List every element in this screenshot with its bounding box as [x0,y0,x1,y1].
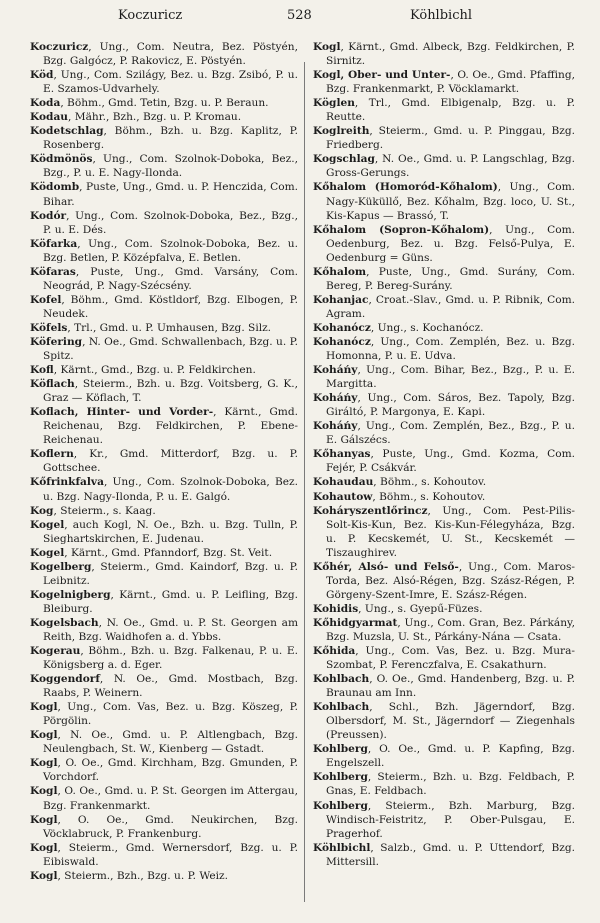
entry-text: , Ung., s. Kochanócz. [370,321,484,334]
column-divider [304,62,305,902]
entry-name: Köfering [30,335,83,348]
entry-name: Koháńy [313,392,358,405]
entry-name: Kogel [30,518,65,531]
gazetteer-entry [30,209,298,237]
entry-name: Kőfrinkfalva [30,476,104,489]
entry-text: , O. Oe., Gmd. Pfaffing, Bzg. Frankenmarkt, P. Vöcklamarkt. [326,69,575,96]
entry-text: , N. Oe., Gmd. Schwallenbach, Bzg. u. P. Spitz. [43,335,298,363]
entry-text: , Steierm., Bzh. u. Bzg. Voitsberg, G. K., Graz — Köflach, T. [43,378,298,405]
gazetteer-entry [313,40,575,68]
entry-text: , Ung., Com. Zemplén, Bez., Bzg., P. u. E. Gálszécs. [326,420,575,447]
gazetteer-entry [313,265,575,293]
gazetteer-entry [30,475,298,503]
entry-text: , Puste, Ung., Gmd. Varsány, Com. Neográd, P. Nagy-Szécsény. [43,265,298,292]
entry-text: , Ung., Com. Szilágy, Bez. u. Bzg. Zsibó, P. u. E. Szamos-Udvarhely. [43,69,298,96]
gazetteer-entry [30,672,298,700]
entry-text: , N. Oe., Gmd. Mostbach, Bzg. Raabs, P. Weinern. [43,673,298,700]
gazetteer-entry [30,813,298,841]
page-number: 528 [287,8,312,23]
entry-name: Kogl [30,785,58,798]
entry-text: , Steierm., Gmd. Wernersdorf, Bzg. u. P. Eibiswald. [43,841,298,868]
gazetteer-entry [313,391,575,419]
gazetteer-entry [313,616,575,644]
entry-text: , Steierm., Bzh. u. Bzg. Feldbach, P. Gnas, E. Feldbach. [326,771,575,798]
entry-text: , Ung., Com. Sáros, Bez. Tapoly, Bzg. Giráltó, P. Margonya, E. Kapi. [326,392,575,419]
entry-text: , Salzb., Gmd. u. P. Uttendorf, Bzg. Mittersill. [326,841,575,868]
gazetteer-entry [313,644,575,672]
entry-name: Ködomb [30,181,80,194]
entry-name: Koflern [30,448,74,461]
gazetteer-entry [313,335,575,363]
entry-text: , Trl., Gmd. Elbigenalp, Bzg. u. P. Reutte. [326,97,575,124]
entry-name: Kohautow [313,490,373,503]
entry-text: , Kärnt., Gmd. Pfanndorf, Bzg. St. Veit. [64,546,273,559]
entry-text: , Ung., Com. Vas, Bez. u. Bzg. Mura-Szombat, P. Ferenczfalva, E. Csakathurn. [326,645,575,672]
header-left-keyword: Koczuricz [118,8,183,23]
entry-name: Kogschlag [313,153,375,166]
gazetteer-entry [313,68,575,96]
entry-text: , Steierm., Bzh., Bzg. u. P. Weiz. [57,869,228,882]
entry-name: Kogl [30,869,58,882]
entry-name: Kogl [30,841,58,854]
entry-text: , Trl., Gmd. u. P. Umhausen, Bzg. Silz. [67,321,272,334]
right-column [313,40,575,869]
entry-name: Kogl [30,701,58,714]
entry-name: Kogl [30,729,58,742]
entry-text: , Mähr., Bzh., Bzg. u. P. Kromau. [68,111,242,124]
entry-text: , Ung., Com. Nagy-Küküllő, Bez. Kőhalm, Bzg. loco, U. St., Kis-Kapus — Brassó, T. [326,181,575,222]
entry-text: , Schl., Bzh. Jägerndorf, Bzg. Olbersdorf, M. St., Jägerndorf — Ziegenhals (Preussen). [326,701,575,742]
entry-text: , N. Oe., Gmd. u. P. Langschlag, Bzg. Gross-Gerungs. [326,153,575,180]
gazetteer-entry [30,784,298,812]
entry-name: Kőhalom (Sopron-Kőhalom) [313,223,490,236]
gazetteer-entry [313,321,575,335]
gazetteer-entry [313,180,575,222]
entry-name: Kőhida [313,645,356,658]
entry-name: Kogerau [30,645,81,658]
entry-name: Kohanócz [313,335,371,348]
entry-name: Kogelberg [30,560,92,573]
entry-name: Kogelnigberg [30,588,111,601]
entry-name: Kohlberg [313,771,368,784]
entry-name: Köflach [30,378,75,391]
entry-text: , Ung., Com. Szolnok-Doboka, Bez. u. Bzg. Betlen, P. Középfalva, E. Betlen. [43,237,298,264]
entry-name: Köhlbichl [313,841,371,854]
entry-name: Koháńy [313,364,358,377]
gazetteer-entry [30,728,298,756]
gazetteer-entry [313,770,575,798]
gazetteer-entry [30,110,298,124]
gazetteer-entry [30,237,298,265]
entry-text: , auch Kogl, N. Oe., Bzh. u. Bzg. Tulln, P. Sieghartskirchen, E. Judenau. [43,518,298,545]
entry-name: Kog [30,504,54,517]
gazetteer-entry [30,616,298,644]
gazetteer-entry [30,700,298,728]
gazetteer-entry [313,124,575,152]
gazetteer-entry [30,518,298,546]
entry-name: Koháryszentlőrincz [313,504,428,517]
entry-text: , O. Oe., Gmd. Handenberg, Bzg. u. P. Braunau am Inn. [326,673,575,700]
entry-name: Köfels [30,321,68,334]
gazetteer-entry [30,756,298,784]
entry-name: Köfarka [30,237,78,250]
entry-text: , Steierm., Gmd. u. P. Pinggau, Bzg. Friedberg. [326,125,575,152]
entry-name: Kőhanyas [313,448,371,461]
gazetteer-entry [30,363,298,377]
entry-text: , Ung., Com. Szolnok-Doboka, Bez., Bzg., P. u. E. Nagy-Ilonda. [43,153,298,180]
entry-text: , Puste, Ung., Gmd. u. P. Henczida, Com. Bihar. [43,181,298,208]
entry-name: Kohanjac [313,293,369,306]
entry-text: , O. Oe., Gmd. Kirchham, Bzg. Gmunden, P. Vorchdorf. [43,757,298,784]
entry-text: , Böhm., Gmd. Köstldorf, Bzg. Elbogen, P. Neudek. [43,293,298,320]
gazetteer-entry [313,700,575,742]
gazetteer-entry [30,560,298,588]
entry-name: Kogl [30,757,58,770]
entry-text: , Böhm., Bzh. u. Bzg. Falkenau, P. u. E. Königsberg a. d. Eger. [43,645,298,672]
entry-text: , Kärnt., Gmd. Reichenau, Bzg. Feldkirchen, P. Ebene-Reichenau. [43,406,298,447]
gazetteer-entry [30,869,298,883]
gazetteer-entry [313,742,575,770]
entry-name: Köfaras [30,265,76,278]
gazetteer-entry [30,841,298,869]
entry-name: Kogl [313,41,341,53]
entry-text: , Böhm., Gmd. Tetin, Bzg. u. P. Beraun. [60,97,269,110]
entry-text: , Kärnt., Gmd. u. P. Leifling, Bzg. Bleiburg. [43,588,298,615]
gazetteer-entry [30,335,298,363]
entry-text: , Böhm., s. Kohoutov. [372,490,486,503]
gazetteer-entry [30,124,298,152]
gazetteer-entry [313,152,575,180]
gazetteer-entry [30,504,298,518]
entry-name: Kőhalom (Homoród-Kőhalom) [313,181,498,194]
entry-name: Kőhalom [313,265,367,278]
gazetteer-entry [30,405,298,447]
page-header [0,8,600,28]
entry-text: , Ung., Com. Gran, Bez. Párkány, Bzg. Muzsla, U. St., Párkány-Nána — Csata. [326,616,575,643]
entry-text: , Ung., Com. Oedenburg, Bez. u. Bzg. Felső-Pulya, E. Oedenburg = Güns. [326,223,575,264]
entry-text: , Ung., Com. Szolnok-Doboka, Bez. u. Bzg. Nagy-Ilonda, P. u. E. Galgó. [43,476,298,503]
entry-name: Kogelsbach [30,616,99,629]
entry-name: Kogl, Ober- und Unter- [313,69,451,82]
entry-name: Kofel [30,293,62,306]
entry-text: , N. Oe., Gmd. u. P. St. Georgen am Reith, Bzg. Waidhofen a. d. Ybbs. [43,616,298,643]
entry-text: , Kr., Gmd. Mitterdorf, Bzg. u. P. Gottschee. [43,448,298,475]
gazetteer-entry [30,377,298,405]
entry-text: , Steierm., s. Kaag. [53,504,156,517]
gazetteer-entry [30,321,298,335]
entry-text: , Ung., Com. Bihar, Bez., Bzg., P. u. E. Margitta. [326,364,575,391]
entry-name: Kohaudau [313,476,374,489]
entry-name: Koda [30,97,61,110]
entry-text: , Ung., Com. Szolnok-Doboka, Bez., Bzg., P. u. E. Dés. [43,209,298,236]
entry-text: , O. Oe., Gmd. u. P. St. Georgen im Attergau, Bzg. Frankenmarkt. [43,785,298,812]
header-right-keyword: Köhlbichl [410,8,473,23]
entry-text: , Kärnt., Gmd. Albeck, Bzg. Feldkirchen, P. Sirnitz. [326,41,575,68]
gazetteer-entry [30,152,298,180]
entry-name: Kohanócz [313,321,371,334]
entry-name: Kodau [30,111,69,124]
entry-name: Köd [30,69,54,82]
entry-text: , Puste, Ung., Gmd. Kozma, Com. Fejér, P. Csákvár. [326,448,575,475]
gazetteer-entry [313,447,575,475]
entry-name: Kohlberg [313,743,368,756]
left-column [30,40,298,883]
gazetteer-entry [313,475,575,489]
entry-name: Koháńy [313,420,358,433]
entry-text: , N. Oe., Gmd. u. P. Altlengbach, Bzg. Neulengbach, St. W., Kienberg — Gstadt. [43,729,298,756]
gazetteer-entry [313,490,575,504]
gazetteer-entry [313,293,575,321]
entry-name: Kohidis [313,602,359,615]
gazetteer-entry [313,504,575,560]
entry-name: Koggendorf [30,673,100,686]
gazetteer-entry [30,68,298,96]
entry-name: Köglen [313,97,355,110]
gazetteer-entry [30,293,298,321]
entry-name: Kőhidgyarmat [313,616,398,629]
entry-text: , O. Oe., Gmd. u. P. Kapfing, Bzg. Engelszell. [326,743,575,770]
entry-text: , Ung., Com. Zemplén, Bez. u. Bzg. Homonna, P. u. E. Udva. [326,335,575,363]
entry-text: , Puste, Ung., Gmd. Surány, Com. Bereg, P. Bereg-Surány. [326,265,575,292]
entry-name: Ködmönös [30,153,93,166]
entry-name: Kohlbach [313,673,370,686]
gazetteer-entry [30,644,298,672]
entry-text: , Ung., Com. Pest-Pilis-Solt-Kis-Kun, Bez. Kis-Kun-Félegyháza, Bzg. u. P. Kecskemét, U. St., Kecskemét — Tiszaughirev. [326,504,575,559]
gazetteer-entry [313,419,575,447]
entry-text: , O. Oe., Gmd. Neukirchen, Bzg. Vöcklabruck, P. Frankenburg. [43,813,298,840]
entry-name: Kohlbach [313,701,370,714]
gazetteer-entry [30,588,298,616]
gazetteer-entry [30,96,298,110]
gazetteer-entry [313,672,575,700]
entry-name: Kohlberg [313,799,368,812]
entry-name: Kodór [30,209,67,222]
gazetteer-entry [313,602,575,616]
entry-text: , Ung., Com. Neutra, Bez. Pöstyén, Bzg. Galgócz, P. Rakovicz, E. Pöstyén. [43,41,298,68]
entry-text: , Steierm., Gmd. Kaindorf, Bzg. u. P. Leibnitz. [43,560,298,587]
gazetteer-entry [30,447,298,475]
entry-text: , Ung., Com. Maros-Torda, Bez. Alsó-Régen, Bzg. Szász-Régen, P. Görgeny-Szent-Imre, E. Szász-Régen. [326,560,575,601]
gazetteer-entry [313,560,575,602]
entry-text: , Böhm., s. Kohoutov. [373,476,487,489]
entry-name: Kogl [30,813,58,826]
entry-text: , Ung., Com. Vas, Bez. u. Bzg. Köszeg, P. Pörgölin. [43,701,298,728]
gazetteer-entry [313,799,575,841]
entry-text: , Croat.-Slav., Gmd. u. P. Ribnik, Com. Agram. [326,293,575,320]
entry-name: Kőhér, Alsó- und Felső- [313,560,459,573]
gazetteer-entry [30,180,298,208]
entry-name: Kodetschlag [30,125,104,138]
entry-name: Kofl [30,364,54,377]
entry-name: Koflach, Hinter- und Vorder- [30,406,214,419]
entry-name: Koczuricz [30,41,89,53]
gazetteer-entry [313,223,575,265]
entry-text: , Böhm., Bzh. u. Bzg. Kaplitz, P. Rosenberg. [43,125,298,152]
gazetteer-entry [313,363,575,391]
entry-text: , Ung., s. Gyepű-Füzes. [358,602,483,615]
gazetteer-entry [30,265,298,293]
entry-name: Kogel [30,546,65,559]
gazetteer-entry [30,546,298,560]
gazetteer-entry [313,96,575,124]
gazetteer-entry [30,40,298,68]
entry-text: , Steierm., Bzh. Marburg, Bzg. Windisch-Feistritz, P. Ober-Pulsgau, E. Pragerhof. [326,799,575,840]
entry-text: , Kärnt., Gmd., Bzg. u. P. Feldkirchen. [53,364,256,377]
gazetteer-entry [313,841,575,869]
entry-name: Koglreith [313,125,370,138]
